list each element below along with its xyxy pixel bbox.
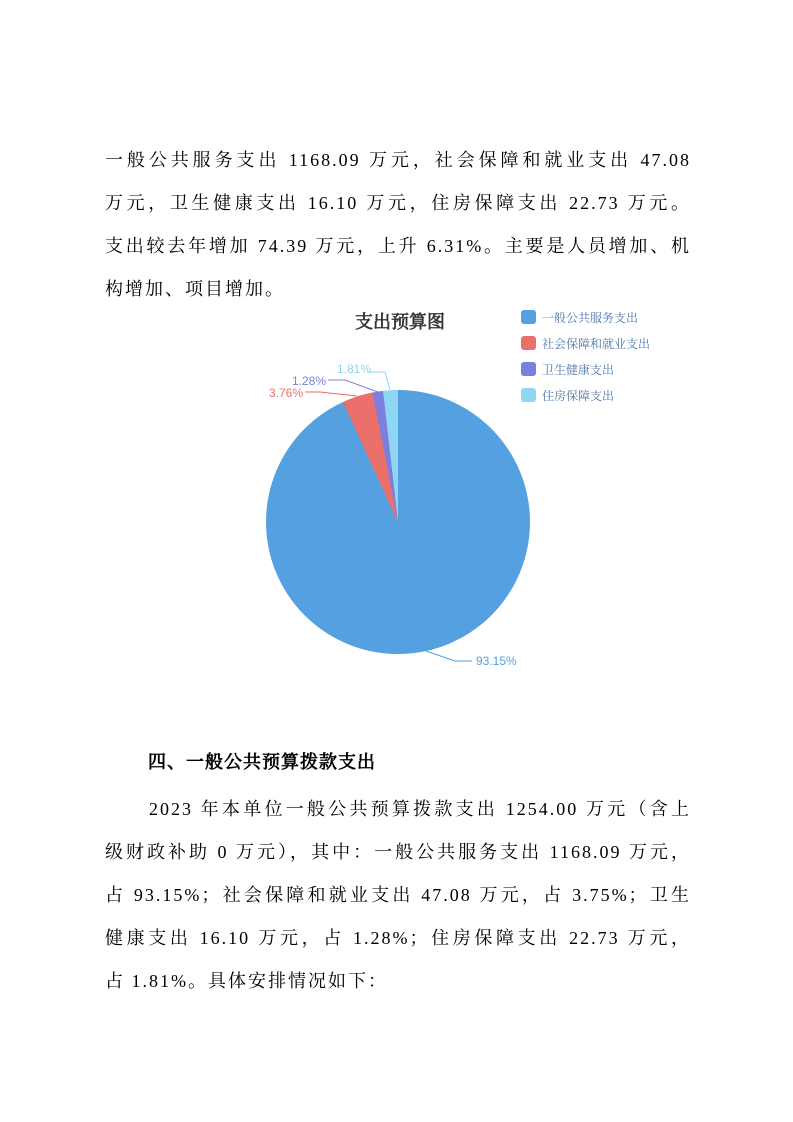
pie-label-health: 1.28% <box>292 374 327 388</box>
pie-label-general-public-services: 93.15% <box>476 654 517 668</box>
text-line: 占 1.81%。具体安排情况如下： <box>105 971 388 991</box>
legend-item <box>521 388 650 402</box>
legend-swatch <box>521 388 536 402</box>
section-heading: 四、一般公共预算拨款支出 <box>148 752 376 772</box>
text-line: 健康支出 16.10 万元，占 1.28%；住房保障支出 22.73 万元， <box>105 928 691 948</box>
text-line: 级财政补助 0 万元），其中：一般公共服务支出 1168.09 万元， <box>105 842 691 862</box>
legend-item <box>521 362 650 376</box>
legend-item <box>521 336 650 350</box>
text-line: 2023 年本单位一般公共预算拨款支出 1254.00 万元（含上 <box>149 799 691 819</box>
legend-label: 一般公共服务支出 <box>542 310 639 325</box>
chart-legend <box>521 310 650 414</box>
paragraph-intro <box>105 139 691 311</box>
legend-label: 卫生健康支出 <box>542 362 615 377</box>
paragraph-budget-detail <box>105 788 691 1003</box>
legend-swatch <box>521 362 536 376</box>
pie-label-housing: 1.81% <box>337 362 372 376</box>
text-line: 一般公共服务支出 1168.09 万元，社会保障和就业支出 47.08 <box>105 150 691 170</box>
pie <box>266 390 530 654</box>
legend-swatch <box>521 310 536 324</box>
text-line: 占 93.15%；社会保障和就业支出 47.08 万元，占 3.75%；卫生 <box>105 885 691 905</box>
legend-item <box>521 310 650 324</box>
text-line: 支出较去年增加 74.39 万元，上升 6.31%。主要是人员增加、机 <box>105 236 691 256</box>
legend-label: 社会保障和就业支出 <box>542 336 651 351</box>
legend-label: 住房保障支出 <box>542 388 615 403</box>
pie-label-social-security: 3.76% <box>269 386 304 400</box>
text-line: 万元，卫生健康支出 16.10 万元，住房保障支出 22.73 万元。 <box>105 193 691 213</box>
legend-swatch <box>521 336 536 350</box>
text-line: 构增加、项目增加。 <box>105 279 285 299</box>
chart-title: 支出预算图 <box>355 312 445 332</box>
